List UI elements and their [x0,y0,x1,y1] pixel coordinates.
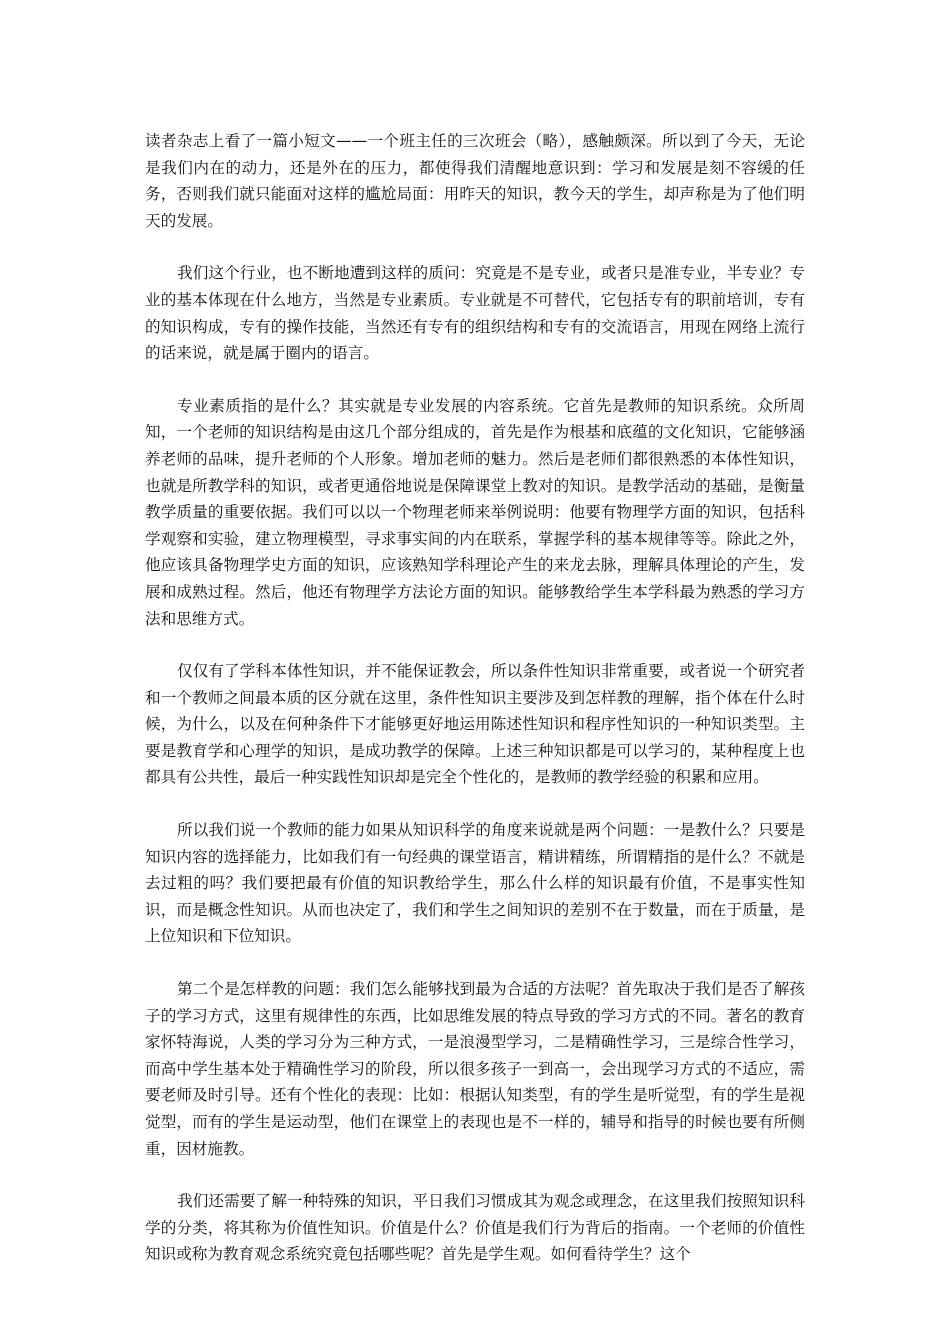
paragraph-4: 仅仅有了学科本体性知识，并不能保证教会，所以条件性知识非常重要，或者说一个研究者和一个教师之间最本质的区分就在这里，条件性知识主要涉及到怎样教的理解，指个体在什么时候，为什么，以及在何种条件下才能够更好地运用陈述性知识和程序性知识的一种知识类型。主要是教育学和心理学的知识，是成功教学的保障。上述三种知识都是可以学习的，某种程度上也都具有公共性，最后一种实践性知识却是完全个性化的，是教师的教学经验的积累和应用。 [145,662,805,787]
paragraph-3: 专业素质指的是什么？其实就是专业发展的内容系统。它首先是教师的知识系统。众所周知，一个老师的知识结构是由这几个部分组成的，首先是作为根基和底蕴的文化知识，它能够涵养老师的品味，提升老师的个人形象。增加老师的魅力。然后是老师们都很熟悉的本体性知识，也就是所教学科的知识，或者更通俗地说是保障课堂上教对的知识。是教学活动的基础，是衡量教学质量的重要依据。我们可以以一个物理老师来举例说明：他要有物理学方面的知识，包括科学观察和实验，建立物理模型，寻求事实间的内在联系，掌握学科的基本规律等等。除此之外，他应该具备物理学史方面的知识，应该熟知学科理论产生的来龙去脉，理解具体理论的产生，发展和成熟过程。然后，他还有物理学方法论方面的知识。能够教给学生本学科最为熟悉的学习方法和思维方式。 [145,396,805,628]
paragraph-7: 我们还需要了解一种特殊的知识，平日我们习惯成其为观念或理念，在这里我们按照知识科学的分类，将其称为价值性知识。价值是什么？价值是我们行为背后的指南。一个老师的价值性知识或称为教育观念系统究竟包括哪些呢？首先是学生观。如何看待学生？这个 [145,1192,805,1264]
paragraph-1: 读者杂志上看了一篇小短文——一个班主任的三次班会（略），感触颇深。所以到了今天，无论是我们内在的动力，还是外在的压力，都使得我们清醒地意识到：学习和发展是刻不容缓的任务，否则我们就只能面对这样的尴尬局面：用昨天的知识，教今天的学生，却声称是为了他们明天的发展。 [145,132,805,230]
paragraph-6: 第二个是怎样教的问题：我们怎么能够找到最为合适的方法呢？首先取决于我们是否了解孩子的学习方式，这里有规律性的东西，比如思维发展的特点导致的学习方式的不同。著名的教育家怀特海说，人类的学习分为三种方式，一是浪漫型学习，二是精确性学习，三是综合性学习，而高中学生基本处于精确性学习的阶段，所以很多孩子一到高一，会出现学习方式的不适应，需要老师及时引导。还有个性化的表现：比如：根据认知类型，有的学生是听觉型，有的学生是视觉型，而有的学生是运动型，他们在课堂上的表现也是不一样的，辅导和指导的时候也要有所侧重，因材施教。 [145,980,805,1158]
paragraph-2: 我们这个行业，也不断地遭到这样的质问：究竟是不是专业，或者只是准专业，半专业？专业的基本体现在什么地方，当然是专业素质。专业就是不可替代，它包括专有的职前培训，专有的知识构成，专有的操作技能，当然还有专有的组织结构和专有的交流语言，用现在网络上流行的话来说，就是属于圈内的语言。 [145,264,805,363]
document-body [145,128,805,1294]
paragraph-5: 所以我们说一个教师的能力如果从知识科学的角度来说就是两个问题：一是教什么？只要是知识内容的选择能力，比如我们有一句经典的课堂语言，精讲精练，所谓精指的是什么？不就是去过粗的吗？我们要把最有价值的知识教给学生，那么什么样的知识最有价值，不是事实性知识，而是概念性知识。从而也决定了，我们和学生之间知识的差别不在于数量，而在于质量，是上位知识和下位知识。 [145,821,805,946]
